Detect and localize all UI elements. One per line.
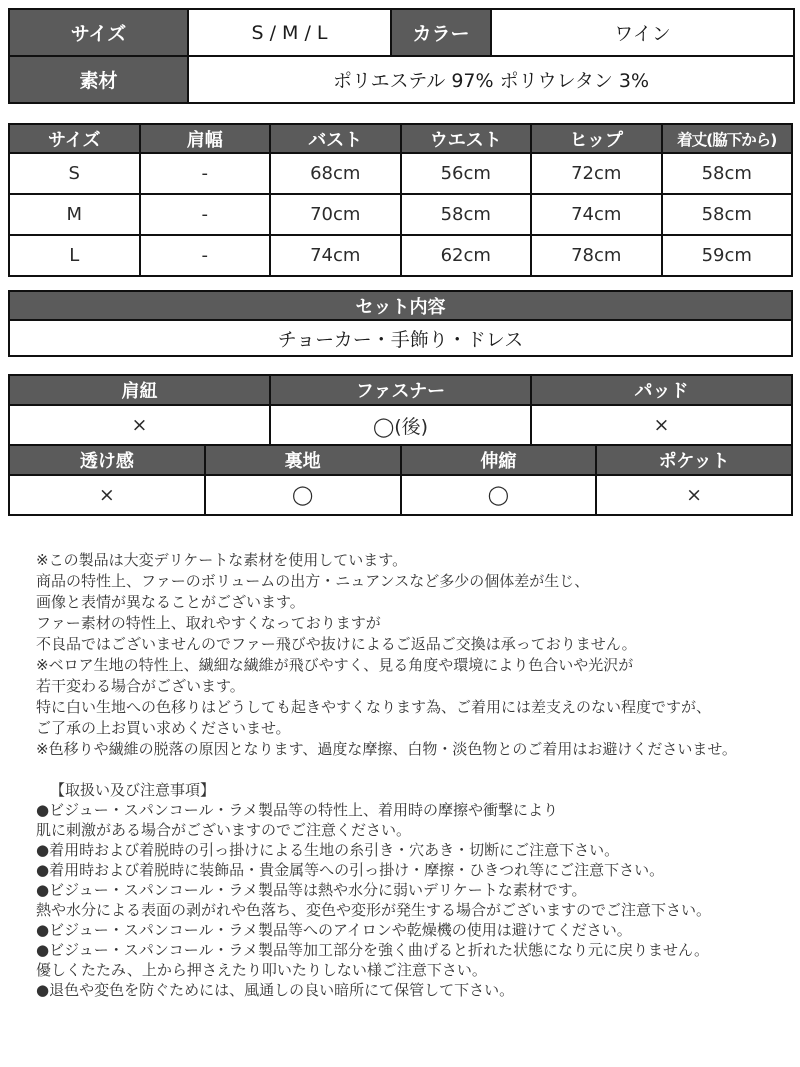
handling-line: ●着用時および着脱時の引っ掛けによる生地の糸引き・穴あき・切断にご注意下さい。	[36, 841, 620, 859]
table-row	[9, 320, 792, 356]
pad-value: ×	[531, 405, 792, 445]
set-contents-value: チョーカー・手飾り・ドレス	[9, 320, 792, 356]
handling-line: 肌に刺激がある場合がございますのでご注意ください。	[36, 821, 412, 839]
measurements-header-row	[9, 124, 792, 153]
column-header: 裏地	[205, 445, 401, 475]
shoulder-cell: -	[140, 235, 271, 276]
column-header: サイズ	[9, 124, 140, 153]
color-value: ワイン	[491, 9, 794, 56]
column-header: ウエスト	[401, 124, 532, 153]
handling-line: 優しくたたみ、上から押さえたり叩いたりしない様ご注意下さい。	[36, 961, 487, 979]
handling-line: ●ビジュー・スパンコール・ラメ製品等は熱や水分に弱いデリケートな素材です。	[36, 881, 587, 899]
lining-value: ◯	[205, 475, 401, 515]
column-header: 肩紐	[9, 375, 270, 405]
hip-cell: 72cm	[531, 153, 662, 194]
waist-cell: 62cm	[401, 235, 532, 276]
color-label: カラー	[391, 9, 491, 56]
size-cell: L	[9, 235, 140, 276]
column-header: 透け感	[9, 445, 205, 475]
handling-line: ●退色や変色を防ぐためには、風通しの良い暗所にて保管して下さい。	[36, 981, 515, 999]
material-notes	[8, 550, 793, 760]
note-line: 若干変わる場合がございます。	[36, 677, 245, 695]
shoulder-cell: -	[140, 194, 271, 235]
product-spec-sheet	[8, 8, 793, 1000]
size-cell: S	[9, 153, 140, 194]
column-header: 伸縮	[401, 445, 597, 475]
spec-table	[8, 8, 795, 104]
table-row	[9, 153, 792, 194]
table-row	[9, 235, 792, 276]
note-line: 特に白い生地への色移りはどうしても起きやすくなります為、ご着用には差支えのない程度ですが、	[36, 698, 712, 716]
column-header: 着丈(脇下から)	[662, 124, 793, 153]
table-row	[9, 9, 794, 56]
bust-cell: 68cm	[270, 153, 401, 194]
bust-cell: 74cm	[270, 235, 401, 276]
set-contents-table	[8, 290, 793, 357]
material-value: ポリエステル 97% ポリウレタン 3%	[188, 56, 794, 103]
note-line: ご了承の上お買い求めくださいませ。	[36, 719, 291, 737]
note-line: ※ベロア生地の特性上、繊細な繊維が飛びやすく、見る角度や環境により色合いや光沢が	[36, 656, 634, 674]
column-header: ヒップ	[531, 124, 662, 153]
handling-line: ●ビジュー・スパンコール・ラメ製品等加工部分を強く曲げると折れた状態になり元に戻りません。	[36, 941, 709, 959]
waist-cell: 56cm	[401, 153, 532, 194]
shoulder-cell: -	[140, 153, 271, 194]
length-cell: 58cm	[662, 153, 793, 194]
column-header: ポケット	[596, 445, 792, 475]
stretch-value: ◯	[401, 475, 597, 515]
note-line: 画像と表情が異なることがございます。	[36, 593, 305, 611]
table-row	[9, 445, 792, 475]
size-label: サイズ	[9, 9, 188, 56]
table-row	[9, 194, 792, 235]
features-fabric-table	[8, 444, 793, 516]
waist-cell: 58cm	[401, 194, 532, 235]
measurements-table	[8, 123, 793, 277]
length-cell: 58cm	[662, 194, 793, 235]
pocket-value: ×	[596, 475, 792, 515]
handling-line: ●着用時および着脱時に装飾品・貴金属等への引っ掛け・摩擦・ひきつれ等にご注意下さい。	[36, 861, 665, 879]
handling-line: 熱や水分による表面の剥がれや色落ち、変色や変形が発生する場合がございますのでご注意下さい。	[36, 901, 712, 919]
table-row	[9, 375, 792, 405]
handling-line: ●ビジュー・スパンコール・ラメ製品等の特性上、着用時の摩擦や衝撃により	[36, 801, 559, 819]
note-line: ※この製品は大変デリケートな素材を使用しています。	[36, 551, 408, 569]
table-row	[9, 405, 792, 445]
table-row	[9, 56, 794, 103]
column-header: パッド	[531, 375, 792, 405]
handling-precautions	[8, 780, 793, 1000]
strap-value: ×	[9, 405, 270, 445]
hip-cell: 78cm	[531, 235, 662, 276]
hip-cell: 74cm	[531, 194, 662, 235]
handling-title: 【取扱い及び注意事項】	[50, 781, 216, 799]
note-line: 商品の特性上、ファーのボリュームの出方・ニュアンスなど多少の個体差が生じ、	[36, 572, 590, 590]
table-row	[9, 291, 792, 320]
bust-cell: 70cm	[270, 194, 401, 235]
size-value: S / M / L	[188, 9, 391, 56]
sheerness-value: ×	[9, 475, 205, 515]
length-cell: 59cm	[662, 235, 793, 276]
table-row	[9, 475, 792, 515]
column-header: バスト	[270, 124, 401, 153]
column-header: ファスナー	[270, 375, 531, 405]
column-header: 肩幅	[140, 124, 271, 153]
zipper-value: ◯(後)	[270, 405, 531, 445]
note-line: 不良品ではございませんのでファー飛びや抜けによるご返品ご交換は承っておりません。	[36, 635, 637, 653]
note-line: ※色移りや繊維の脱落の原因となります、過度な摩擦、白物・淡色物とのご着用はお避けくださいませ。	[36, 740, 737, 758]
handling-line: ●ビジュー・スパンコール・ラメ製品等へのアイロンや乾燥機の使用は避けてください。	[36, 921, 632, 939]
material-label: 素材	[9, 56, 188, 103]
note-line: ファー素材の特性上、取れやすくなっておりますが	[36, 614, 381, 632]
size-cell: M	[9, 194, 140, 235]
features-strap-table	[8, 374, 793, 446]
set-contents-header: セット内容	[9, 291, 792, 320]
